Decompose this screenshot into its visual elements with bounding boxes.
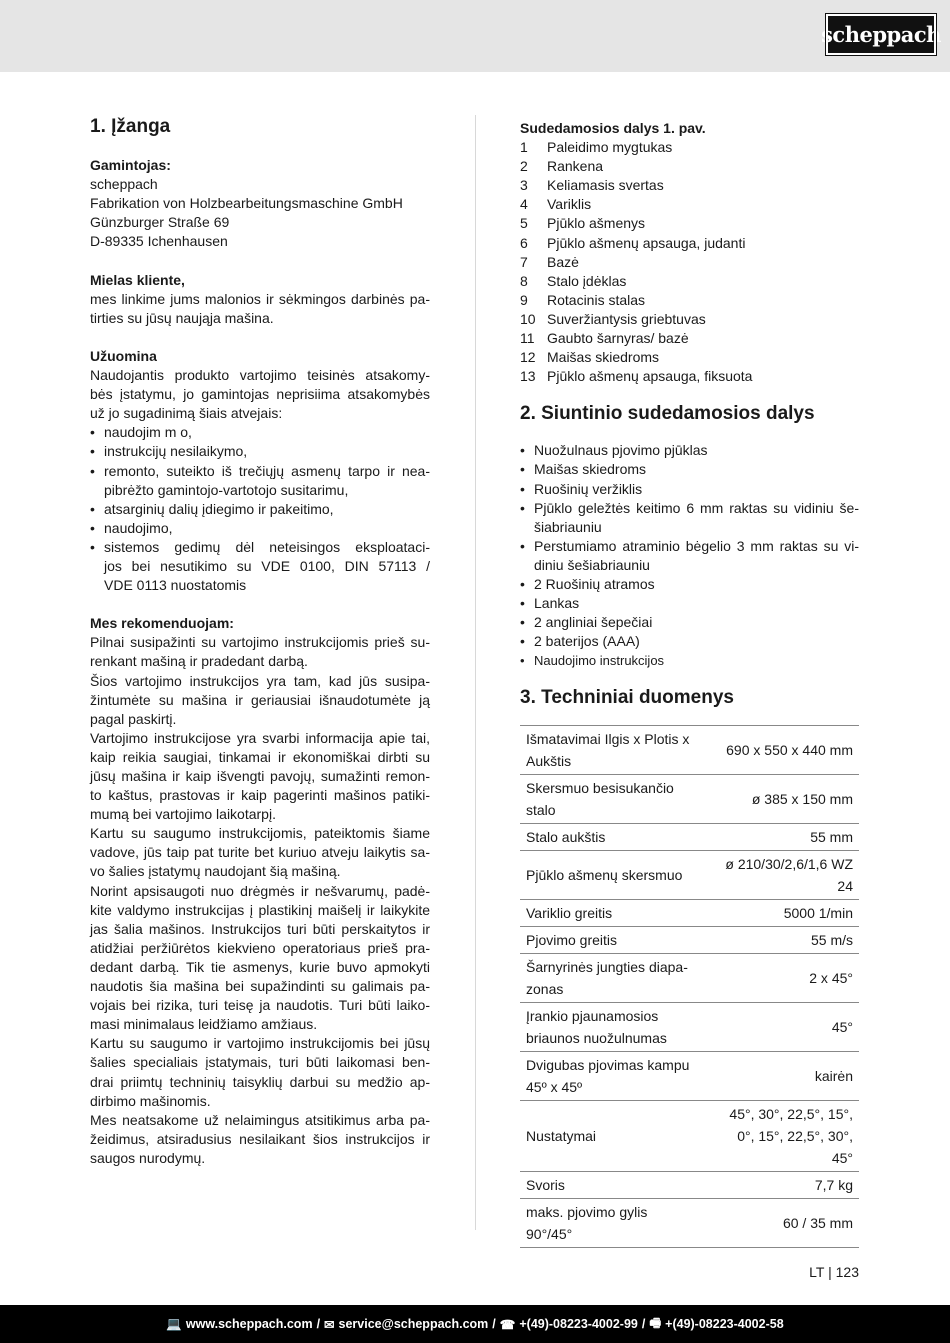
text-line: šalies specialiais įstatymais, turi būti laikomasi ben-: [90, 1054, 430, 1071]
section-heading-technical-data: 3. Techniniai duomenys: [520, 687, 734, 709]
separator: /: [641, 1317, 646, 1331]
text-line: 2 baterijos (AAA): [534, 633, 640, 650]
text-line: diniu šešiabriauniu: [534, 556, 650, 573]
header-band: [0, 0, 950, 72]
text-line: drai priimtų techninių taisyklių darbui su medžio ap-: [90, 1073, 430, 1090]
bullet-item: [90, 462, 430, 500]
left-column: [90, 116, 430, 1168]
spec-value: 45°: [709, 1003, 859, 1052]
part-name: Stalo įdėklas: [547, 272, 627, 289]
part-name: Gaubto šarnyras/ bazė: [547, 330, 689, 347]
text-line: Kartu su saugumo ir vartojimo instrukcijomis bei jūsų: [90, 1035, 430, 1052]
spec-row: [520, 824, 859, 851]
bullet-text: [534, 441, 859, 460]
part-number: 1: [520, 139, 528, 156]
bullet-text: [104, 500, 430, 519]
bullet-text: [534, 499, 859, 537]
part-item: [520, 234, 859, 253]
text-line: naudotis šia mašina bei supažindinti su galimais pa-: [90, 978, 430, 995]
part-name: Pjūklo ašmenų apsauga, judanti: [547, 234, 746, 251]
text-line: kite valdymo instrukcijas į plastikinį maišelį ir laikykite: [90, 901, 430, 918]
spec-row: [520, 954, 859, 1003]
paragraph: [90, 213, 430, 232]
part-item: [520, 214, 859, 233]
text-line: vadove, jūs taip pat turite bet kuriuo atveju laikytis sa-: [90, 844, 430, 861]
text-line: naudojim m o,: [104, 424, 192, 441]
spec-row: [520, 775, 859, 824]
text-line: remonto, suteikto iš trečiųjų asmenų tarpo ir nea-: [104, 462, 430, 479]
footer-website-link[interactable]: www.scheppach.com: [185, 1317, 313, 1331]
mail-icon: ✉: [324, 1317, 335, 1332]
delivery-item: [520, 632, 859, 651]
spec-value: 7,7 kg: [709, 1172, 859, 1199]
text-line: D-89335 Ichenhausen: [90, 233, 228, 250]
spec-row: [520, 1052, 859, 1101]
bullet-icon: •: [90, 500, 95, 517]
paragraph: [90, 194, 430, 213]
text-line: vojais bei rizika, turi teisę ja naudotis. Turi būti laiko-: [90, 997, 430, 1014]
bullet-item: [90, 500, 430, 519]
spec-label: Išmatavimai Ilgis x Plotis x Aukštis: [520, 726, 709, 775]
text-line: pagal paskirtį.: [90, 710, 177, 727]
part-number: 10: [520, 310, 536, 327]
text-line: Pjūklo geležtės keitimo 6 mm raktas su vidiniu še-: [534, 499, 859, 516]
scheppach-logo: scheppach: [826, 14, 936, 55]
bullet-icon: •: [90, 462, 95, 479]
text-line: pibrėžto gamintojo-vartotojo susitarimu,: [104, 481, 349, 498]
bullet-text: [534, 460, 859, 479]
text-line: jas šalia mašinos. Instrukcijos turi būti perskaitytos ir: [90, 920, 430, 937]
separator: /: [316, 1317, 321, 1331]
delivery-item: [520, 594, 859, 613]
bullet-text: [534, 575, 859, 594]
paragraph: [90, 290, 430, 328]
bullet-icon: •: [520, 575, 525, 592]
spec-row: [520, 851, 859, 900]
part-item: [520, 310, 859, 329]
text-line: 2 Ruošinių atramos: [534, 575, 655, 592]
bullet-item: [90, 423, 430, 442]
text-line: atsarginių dalių įdiegimo ir pakeitimo,: [104, 500, 334, 517]
spec-row: [520, 726, 859, 775]
spec-row: [520, 1003, 859, 1052]
text-line: Ruošinių veržiklis: [534, 480, 643, 497]
section-heading-introduction: 1. Įžanga: [90, 116, 171, 137]
text-line: Šios vartojimo instrukcijos yra tam, kad jūs susipa-: [90, 672, 430, 689]
spec-value: 690 x 550 x 440 mm: [709, 726, 859, 775]
spec-value: 45°, 30°, 22,5°, 15°, 0°, 15°, 22,5°, 30°, 45°: [709, 1101, 859, 1172]
delivery-item: [520, 460, 859, 479]
fax-icon: 🖷: [649, 1315, 662, 1330]
paragraph: [90, 824, 430, 881]
text-line: šiabriauniu: [534, 518, 602, 535]
delivery-item: [520, 575, 859, 594]
bullet-text: [104, 423, 430, 442]
bullet-icon: •: [520, 633, 525, 650]
paragraph: [90, 1111, 430, 1168]
part-number: 9: [520, 291, 528, 308]
spec-label: maks. pjovimo gylis 90°/45°: [520, 1199, 709, 1248]
bullet-icon: •: [520, 537, 525, 554]
spec-label: Pjūklo ašmenų skersmuo: [520, 851, 709, 900]
part-number: 7: [520, 253, 528, 270]
paragraph: [90, 882, 430, 1035]
bullet-icon: •: [520, 461, 525, 478]
text-line: Mes neatsakome už nelaimingus atsitikimus arba pa-: [90, 1111, 430, 1128]
blank-line: [90, 328, 430, 347]
bullet-icon: •: [90, 538, 95, 555]
bullet-text: [104, 442, 430, 461]
bullet-icon: •: [520, 442, 525, 459]
spec-value: kairėn: [709, 1052, 859, 1101]
part-name: Maišas skiedroms: [547, 349, 660, 366]
spec-row: [520, 900, 859, 927]
spec-row: [520, 927, 859, 954]
text-line: jos bei nesutikimo su VDE 0100, DIN 57113 /: [104, 557, 430, 574]
bullet-icon: •: [90, 443, 95, 460]
bullet-icon: •: [520, 480, 525, 497]
text-line: Naudojimo instrukcijos: [534, 653, 665, 669]
section-label: Mes rekomenduojam:: [90, 615, 234, 632]
text-line: 2 angliniai šepečiai: [534, 614, 653, 631]
part-name: Rankena: [547, 158, 604, 175]
spec-value: ø 210/30/2,6/1,6 WZ 24: [709, 851, 859, 900]
text-line: dedant darbą. Tik tie asmenys, kurie buvo apmokyti: [90, 958, 430, 975]
text-line: Nuožulnaus pjovimo pjūklas: [534, 442, 708, 459]
text-line: Pilnai susipažinti su vartojimo instrukcijomis prieš su-: [90, 634, 430, 651]
separator: /: [492, 1317, 496, 1331]
spec-row: [520, 1199, 859, 1248]
page-number: LT | 123: [809, 1264, 859, 1280]
bullet-text: [104, 538, 430, 595]
paragraph: [90, 729, 430, 824]
blank-line: [90, 251, 430, 270]
part-number: 11: [520, 330, 535, 347]
parts-title: Sudedamosios dalys 1. pav.: [520, 120, 706, 136]
text-line: mumą bei vartojimo laikotarpį.: [90, 806, 276, 823]
spec-label: Įrankio pjaunamosios briaunos nuožulnumas: [520, 1003, 709, 1052]
part-name: Variklis: [547, 196, 592, 213]
bullet-item: [90, 538, 430, 595]
delivery-list: [520, 441, 859, 670]
spec-value: 60 / 35 mm: [709, 1199, 859, 1248]
footer-bar: [0, 1305, 950, 1343]
paragraph: [90, 672, 430, 729]
part-name: Pjūklo ašmenų apsauga, fiksuota: [547, 368, 753, 385]
delivery-item: [520, 441, 859, 460]
computer-icon: 💻: [166, 1316, 182, 1331]
part-number: 5: [520, 215, 528, 232]
part-name: Bazė: [547, 253, 579, 270]
text-line: Lankas: [534, 595, 580, 612]
bullet-item: [90, 519, 430, 538]
bullet-text: [534, 632, 859, 651]
part-item: [520, 157, 859, 176]
text-line: Fabrikation von Holzbearbeitungsmaschine GmbH: [90, 195, 403, 212]
part-item: [520, 348, 859, 367]
spec-value: ø 385 x 150 mm: [709, 775, 859, 824]
spec-value: 55 mm: [709, 824, 859, 851]
text-line: jūsų mašina ir kaip išvengti pavojų, sumažinti remon-: [90, 768, 430, 784]
text-line: mes linkime jums malonios ir sėkmingos darbinės pa-: [90, 290, 430, 307]
bullet-item: [90, 442, 430, 461]
bullet-icon: •: [520, 614, 525, 631]
spec-label: Dvigubas pjovimas kampu 45º x 45º: [520, 1052, 709, 1101]
phone-icon: ☎: [499, 1317, 516, 1332]
text-line: dirbimo mašinomis.: [90, 1092, 211, 1109]
spec-label: Skersmuo besisukančio stalo: [520, 775, 709, 824]
part-name: Suveržiantysis griebtuvas: [547, 310, 706, 327]
delivery-item: [520, 480, 859, 499]
delivery-item: [520, 613, 859, 632]
part-item: [520, 253, 859, 272]
paragraph: [90, 175, 430, 194]
text-line: Maišas skiedroms: [534, 461, 647, 478]
text-line: vo šalies įstatymų naudojant šią mašiną.: [90, 863, 341, 880]
blank-line: [90, 595, 430, 614]
intro-sections: [90, 156, 430, 1168]
spec-row: [520, 1172, 859, 1199]
text-line: atidžiai peržiūrėtos kiekvieno operatoriaus prieš pra-: [90, 939, 430, 956]
text-line: saugos nurodymų.: [90, 1149, 206, 1166]
bullet-icon: •: [90, 424, 95, 441]
bullet-icon: •: [520, 653, 525, 669]
text-line: Perstumiamo atraminio bėgelio 3 mm raktas su vi-: [534, 537, 859, 554]
spec-value: 5000 1/min: [709, 900, 859, 927]
right-column: [520, 119, 859, 1248]
text-line: VDE 0113 nuostatomis: [104, 577, 247, 594]
part-number: 6: [520, 234, 528, 251]
bullet-text: [534, 537, 859, 575]
paragraph: [90, 1034, 430, 1110]
part-item: [520, 367, 859, 386]
text-line: kaip reikia saugiai, tinkamai ir ekonomiškai dirbti su: [90, 748, 430, 765]
footer-phone: +(49)-08223-4002-99: [519, 1317, 638, 1331]
spec-label: Nustatymai: [520, 1101, 709, 1172]
footer-email-link[interactable]: service@scheppach.com: [338, 1317, 489, 1331]
part-name: Keliamasis svertas: [547, 177, 664, 194]
bullet-text: [534, 613, 859, 632]
text-line: už jo sugadinimą šiais atvejais:: [90, 405, 283, 422]
text-line: žintumėte su mašina ir geriausiai išnaudotumėte ją: [90, 691, 430, 708]
text-line: sistemos gedimų dėl neteisingos eksploataci-: [104, 538, 430, 555]
paragraph: [90, 366, 430, 423]
text-line: žeidimus, atsiradusius nesilaikant šios instrukcijos ir: [90, 1130, 430, 1147]
part-item: [520, 291, 859, 310]
text-line: naudojimo,: [104, 519, 173, 536]
parts-list: [520, 138, 859, 386]
part-item: [520, 329, 859, 348]
spec-label: Pjovimo greitis: [520, 927, 709, 954]
spec-value: 55 m/s: [709, 927, 859, 954]
text-line: Naudojantis produkto vartojimo teisinės atsakomy-: [90, 367, 430, 384]
section-label: Užuomina: [90, 347, 157, 364]
delivery-item: [520, 651, 859, 670]
bullet-text: [534, 651, 859, 670]
spec-label: Stalo aukštis: [520, 824, 709, 851]
text-line: tirties su jūsų naująja mašina.: [90, 309, 274, 326]
footer-fax: +(49)-08223-4002-58: [665, 1317, 784, 1331]
part-item: [520, 138, 859, 157]
part-number: 4: [520, 196, 528, 213]
part-number: 12: [520, 349, 536, 366]
bullet-text: [104, 462, 430, 500]
bullet-icon: •: [90, 519, 95, 536]
text-line: scheppach: [90, 176, 158, 193]
part-item: [520, 195, 859, 214]
spec-label: Variklio greitis: [520, 900, 709, 927]
text-line: Norint apsisaugoti nuo drėgmės ir nešvarumų, padė-: [90, 882, 430, 899]
text-line: bės įstatymu, jo gamintojas neprisiima atsakomybės: [90, 386, 430, 403]
technical-data-table: [520, 725, 859, 1248]
spec-row: [520, 1101, 859, 1172]
part-name: Rotacinis stalas: [547, 291, 646, 308]
column-divider: [475, 115, 476, 1230]
bullet-text: [534, 480, 859, 499]
part-number: 8: [520, 272, 528, 289]
text-line: Vartojimo instrukcijose yra svarbi informacija apie tai,: [90, 729, 430, 746]
spec-value: 2 x 45°: [709, 954, 859, 1003]
paragraph: [90, 633, 430, 671]
text-line: renkant mašiną ir pradedant darbą.: [90, 653, 308, 670]
paragraph: [90, 232, 430, 251]
part-item: [520, 176, 859, 195]
bullet-icon: •: [520, 595, 525, 612]
section-label: Mielas kliente,: [90, 271, 185, 288]
bullet-icon: •: [520, 499, 525, 516]
text-line: instrukcijų nesilaikymo,: [104, 443, 248, 460]
text-line: Günzburger Straße 69: [90, 214, 230, 231]
part-number: 3: [520, 177, 528, 194]
spec-label: Šarnyrinės jungties diapa- zonas: [520, 954, 709, 1003]
spec-label: Svoris: [520, 1172, 709, 1199]
part-name: Pjūklo ašmenys: [547, 215, 646, 232]
text-line: Kartu su saugumo instrukcijomis, pateiktomis šiame: [90, 825, 430, 842]
text-line: masi minimalaus leidžiamo amžiaus.: [90, 1016, 318, 1033]
part-number: 13: [520, 368, 536, 385]
part-name: Paleidimo mygtukas: [547, 139, 673, 156]
bullet-text: [534, 594, 859, 613]
delivery-item: [520, 537, 859, 575]
section-heading-delivery: 2. Siuntinio sudedamosios dalys: [520, 403, 815, 425]
delivery-item: [520, 499, 859, 537]
bullet-text: [104, 519, 430, 538]
section-label: Gamintojas:: [90, 157, 171, 173]
text-line: to kaštus, prastovas ir kaip pagerinti mašinos patiki-: [90, 787, 430, 804]
part-item: [520, 272, 859, 291]
part-number: 2: [520, 158, 528, 175]
